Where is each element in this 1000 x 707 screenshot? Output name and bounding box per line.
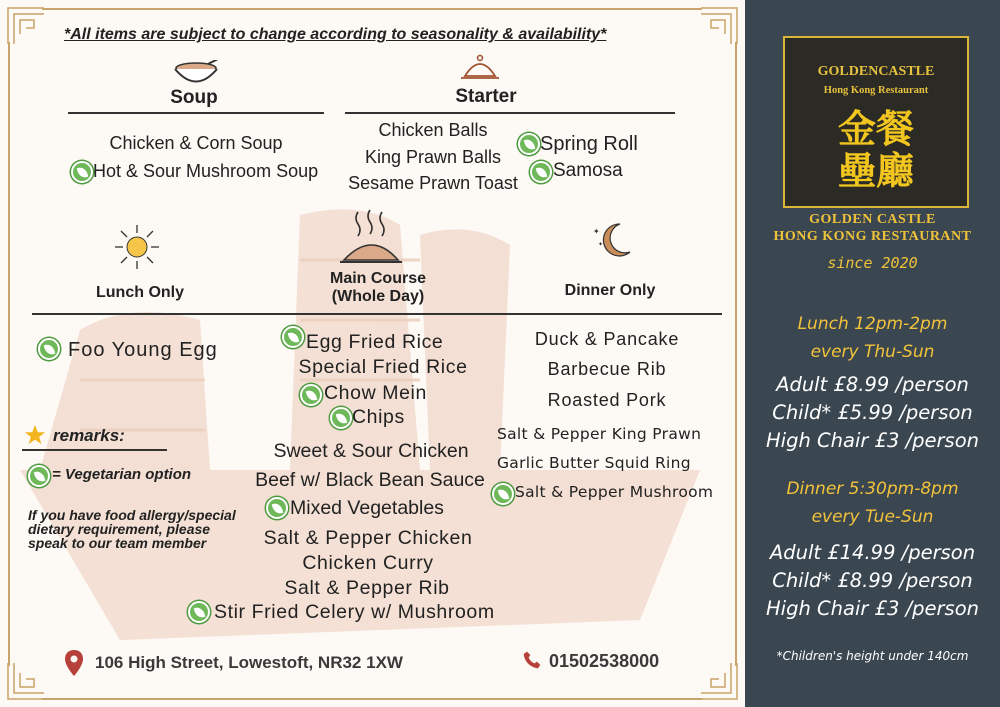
starter-item-4: Spring Roll bbox=[540, 133, 638, 155]
vegetarian-icon bbox=[300, 384, 322, 406]
lunch-item-1: Foo Young Egg bbox=[68, 339, 218, 361]
frame-bottom bbox=[42, 698, 702, 700]
dinner-item-2: Barbecue Rib bbox=[547, 359, 667, 379]
main-item-8: Salt & Pepper Chicken bbox=[263, 527, 473, 549]
dinner-item-6: Salt & Pepper Mushroom bbox=[515, 483, 714, 501]
phone-number: 01502538000 bbox=[549, 651, 660, 671]
svg-text:✦: ✦ bbox=[593, 227, 600, 236]
logo-name: GOLDENCASTLE bbox=[817, 64, 935, 79]
dinner-item-5: Garlic Butter Squid Ring bbox=[497, 454, 691, 472]
soup-bowl-icon bbox=[170, 60, 222, 88]
vegetarian-icon bbox=[530, 161, 552, 183]
main-item-1: Egg Fried Rice bbox=[306, 331, 444, 353]
address: 106 High Street, Lowestoft, NR32 1XW bbox=[95, 653, 403, 672]
dinner-hours: Dinner 5:30pm-8pm bbox=[786, 479, 959, 499]
vegetarian-icon bbox=[518, 133, 540, 155]
location-pin-icon bbox=[64, 649, 84, 677]
remarks-label: remarks: bbox=[53, 426, 125, 445]
frame-corner-tr bbox=[697, 4, 741, 48]
lunch-hours: Lunch 12pm-2pm bbox=[797, 314, 948, 334]
frame-corner-br bbox=[697, 659, 741, 703]
restaurant-name-line1: GOLDEN CASTLE bbox=[809, 212, 936, 227]
lunch-title: Lunch Only bbox=[96, 284, 184, 301]
main-item-5: Sweet & Sour Chicken bbox=[273, 440, 469, 462]
starter-item-2: King Prawn Balls bbox=[364, 147, 502, 167]
vegetarian-icon bbox=[71, 161, 93, 183]
vegetarian-legend: = Vegetarian option bbox=[52, 466, 192, 483]
star-icon bbox=[24, 424, 46, 446]
vegetarian-icon bbox=[38, 338, 60, 360]
vegetarian-icon bbox=[330, 407, 352, 429]
steaming-dish-icon bbox=[336, 208, 406, 270]
main-item-6: Beef w/ Black Bean Sauce bbox=[255, 469, 485, 491]
moon-icon bbox=[590, 220, 636, 260]
dinner-item-4: Salt & Pepper King Prawn bbox=[497, 425, 702, 443]
starter-rule bbox=[345, 112, 675, 114]
vegetarian-icon bbox=[188, 601, 210, 623]
starter-title: Starter bbox=[455, 86, 517, 107]
phone-icon bbox=[522, 650, 542, 670]
children-height-note: *Children's height under 140cm bbox=[776, 649, 969, 663]
sun-icon bbox=[112, 222, 162, 272]
logo-chinese-line1: 金餐 bbox=[837, 107, 914, 151]
soup-rule bbox=[68, 112, 324, 114]
dinner-title: Dinner Only bbox=[564, 282, 656, 299]
starter-item-1: Chicken Balls bbox=[378, 120, 488, 140]
vegetarian-icon bbox=[492, 483, 514, 505]
main-item-9: Chicken Curry bbox=[302, 552, 434, 574]
frame-top bbox=[42, 8, 702, 10]
vegetarian-icon bbox=[282, 326, 304, 348]
restaurant-name-line2: HONG KONG RESTAURANT bbox=[773, 229, 972, 244]
availability-notice: *All items are subject to change according to seasonality & availability* bbox=[64, 26, 607, 43]
starter-item-5: Samosa bbox=[553, 160, 623, 181]
soup-item-1: Chicken & Corn Soup bbox=[109, 133, 283, 153]
logo-chinese-name bbox=[785, 108, 967, 192]
dinner-item-1: Duck & Pancake bbox=[534, 329, 680, 349]
lunch-child-price: Child* £5.99 /person bbox=[772, 401, 973, 424]
lunch-adult-price: Adult £8.99 /person bbox=[776, 373, 969, 396]
soup-item-2: Hot & Sour Mushroom Soup bbox=[93, 161, 319, 181]
starter-item-3: Sesame Prawn Toast bbox=[348, 173, 518, 193]
main-item-2: Special Fried Rice bbox=[298, 356, 468, 378]
dinner-item-3: Roasted Pork bbox=[547, 390, 667, 410]
logo bbox=[783, 36, 969, 208]
lunch-highchair-price: High Chair £3 /person bbox=[766, 429, 979, 452]
soup-title: Soup bbox=[170, 87, 218, 108]
since-year: since 2020 bbox=[827, 254, 918, 272]
logo-chinese-line2: 壘廳 bbox=[837, 149, 914, 193]
frame-right bbox=[735, 42, 737, 666]
main-item-11: Stir Fried Celery w/ Mushroom bbox=[214, 601, 495, 623]
dinner-adult-price: Adult £14.99 /person bbox=[769, 541, 976, 564]
main-item-4: Chips bbox=[352, 406, 405, 428]
allergy-note: If you have food allergy/special dietary requirement, please speak to our team member bbox=[28, 507, 236, 551]
vegetarian-icon bbox=[28, 465, 50, 487]
lunch-days: every Thu-Sun bbox=[810, 342, 935, 362]
frame-corner-tl bbox=[4, 4, 48, 48]
main-item-7: Mixed Vegetables bbox=[290, 497, 444, 519]
section-rule bbox=[32, 313, 722, 315]
main-item-10: Salt & Pepper Rib bbox=[284, 577, 450, 599]
main-item-3: Chow Mein bbox=[324, 382, 427, 404]
frame-corner-bl bbox=[4, 659, 48, 703]
dinner-highchair-price: High Chair £3 /person bbox=[766, 597, 979, 620]
svg-text:✦: ✦ bbox=[598, 241, 604, 248]
dinner-child-price: Child* £8.99 /person bbox=[772, 569, 973, 592]
cloche-icon bbox=[460, 54, 500, 82]
info-panel bbox=[745, 0, 1000, 707]
logo-subtitle: Hong Kong Restaurant bbox=[823, 85, 929, 96]
main-title-line1: Main Course bbox=[329, 270, 426, 287]
main-title-line2: (Whole Day) bbox=[331, 288, 425, 305]
dinner-days: every Tue-Sun bbox=[811, 507, 934, 527]
frame-left bbox=[8, 42, 10, 666]
remarks-rule bbox=[22, 449, 167, 451]
vegetarian-icon bbox=[266, 497, 288, 519]
